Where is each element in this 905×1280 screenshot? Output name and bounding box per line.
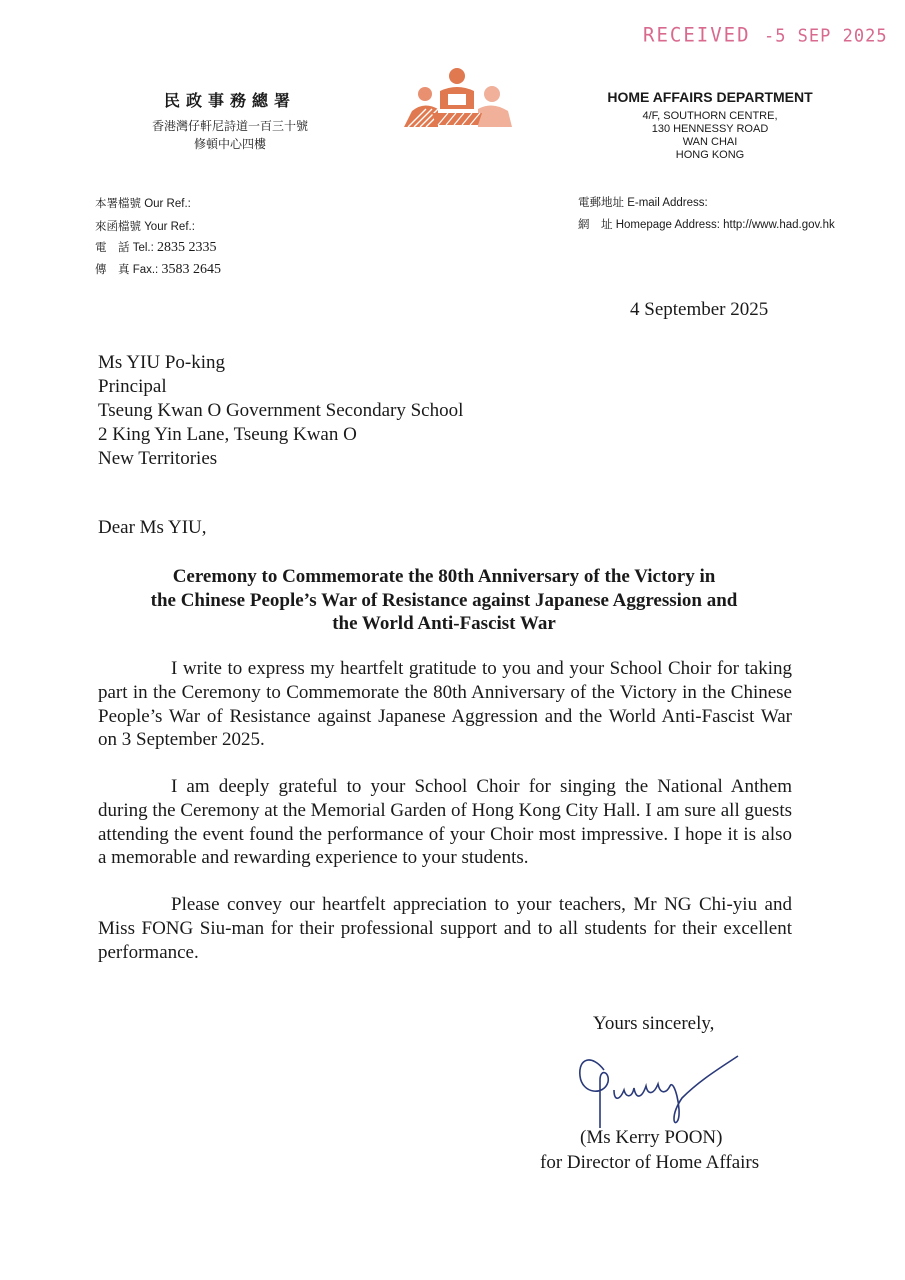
email-label: 電郵地址 E-mail Address: (578, 197, 708, 209)
body-paragraph-3: Please convey our heartfelt appreciation to your teachers, Mr NG Chi-yiu and Miss FONG Siu-man for their professional support and to all students for their excellent performance. (98, 894, 792, 963)
fax-label: 傳 真 Fax.: (95, 264, 159, 276)
recipient-school: Tseung Kwan O Government Secondary School (98, 400, 464, 421)
homepage-row (578, 216, 835, 232)
en-address-line-2: 130 HENNESSY ROAD (651, 123, 769, 135)
body-paragraph-1: I write to express my heartfelt gratitude to you and your School Choir for taking part in the Ceremony to Commemorate the 80th Anniversary of the Victory in the Chinese People’s War of Resistance against Japanese Aggression and the World Anti-Fascist War on 3 September 2025. (98, 658, 792, 751)
zh-address-line-1: 香港灣仔軒尼詩道一百三十號 (151, 119, 308, 133)
en-address-line-3: WAN CHAI (682, 136, 738, 148)
fax-number: 3583 2645 (161, 262, 221, 277)
handwritten-signature (570, 1050, 750, 1130)
closing: Yours sincerely, (593, 1013, 715, 1034)
homepage-link[interactable]: http://www.had.gov.hk (723, 219, 835, 231)
salutation: Dear Ms YIU, (98, 517, 207, 538)
stamp-date: -5 SEP 2025 (763, 25, 888, 47)
recipient-address (98, 351, 463, 471)
en-department-name: HOME AFFAIRS DEPARTMENT (607, 89, 813, 105)
your-ref-label: 來函檔號 Your Ref.: (95, 221, 195, 233)
recipient-name: Ms YIU Po-king (98, 352, 226, 373)
signer-name: (Ms Kerry POON) (580, 1127, 723, 1148)
subject-line-2: the Chinese People’s War of Resistance against Japanese Aggression and (150, 589, 738, 611)
letter-subject (98, 565, 790, 636)
en-address-line-4: HONG KONG (675, 149, 745, 161)
zh-department-name: 民政事務總署 (163, 91, 296, 110)
recipient-title: Principal (98, 376, 167, 397)
recipient-street: 2 King Yin Lane, Tseung Kwan O (98, 424, 357, 445)
tel-number: 2835 2335 (157, 240, 217, 255)
tel-row (95, 239, 217, 256)
body-paragraph-2: I am deeply grateful to your School Choir for singing the National Anthem during the Ceremony at the Memorial Garden of Hong Kong City Hall. I am sure all guests attending the event found the performance of your Choir most impressive. I hope it is also a memorable and rewarding experience to your students. (98, 776, 792, 869)
tel-label: 電 話 Tel.: (95, 242, 154, 254)
en-address-line-1: 4/F, SOUTHORN CENTRE, (642, 110, 778, 122)
letter-date: 4 September 2025 (630, 299, 769, 320)
homepage-label: 網 址 Homepage Address: (578, 219, 720, 231)
subject-line-1: Ceremony to Commemorate the 80th Anniversary of the Victory in (172, 566, 716, 587)
signer-role: for Director of Home Affairs (540, 1152, 760, 1173)
department-logo (402, 67, 514, 133)
subject-line-3: the World Anti-Fascist War (332, 613, 556, 634)
stamp-received: RECEIVED (643, 23, 751, 47)
fax-row (95, 261, 221, 278)
recipient-region: New Territories (98, 448, 218, 469)
received-stamp (643, 23, 888, 46)
zh-address-line-2: 修頓中心四樓 (193, 137, 266, 151)
our-ref-label: 本署檔號 Our Ref.: (95, 198, 191, 210)
